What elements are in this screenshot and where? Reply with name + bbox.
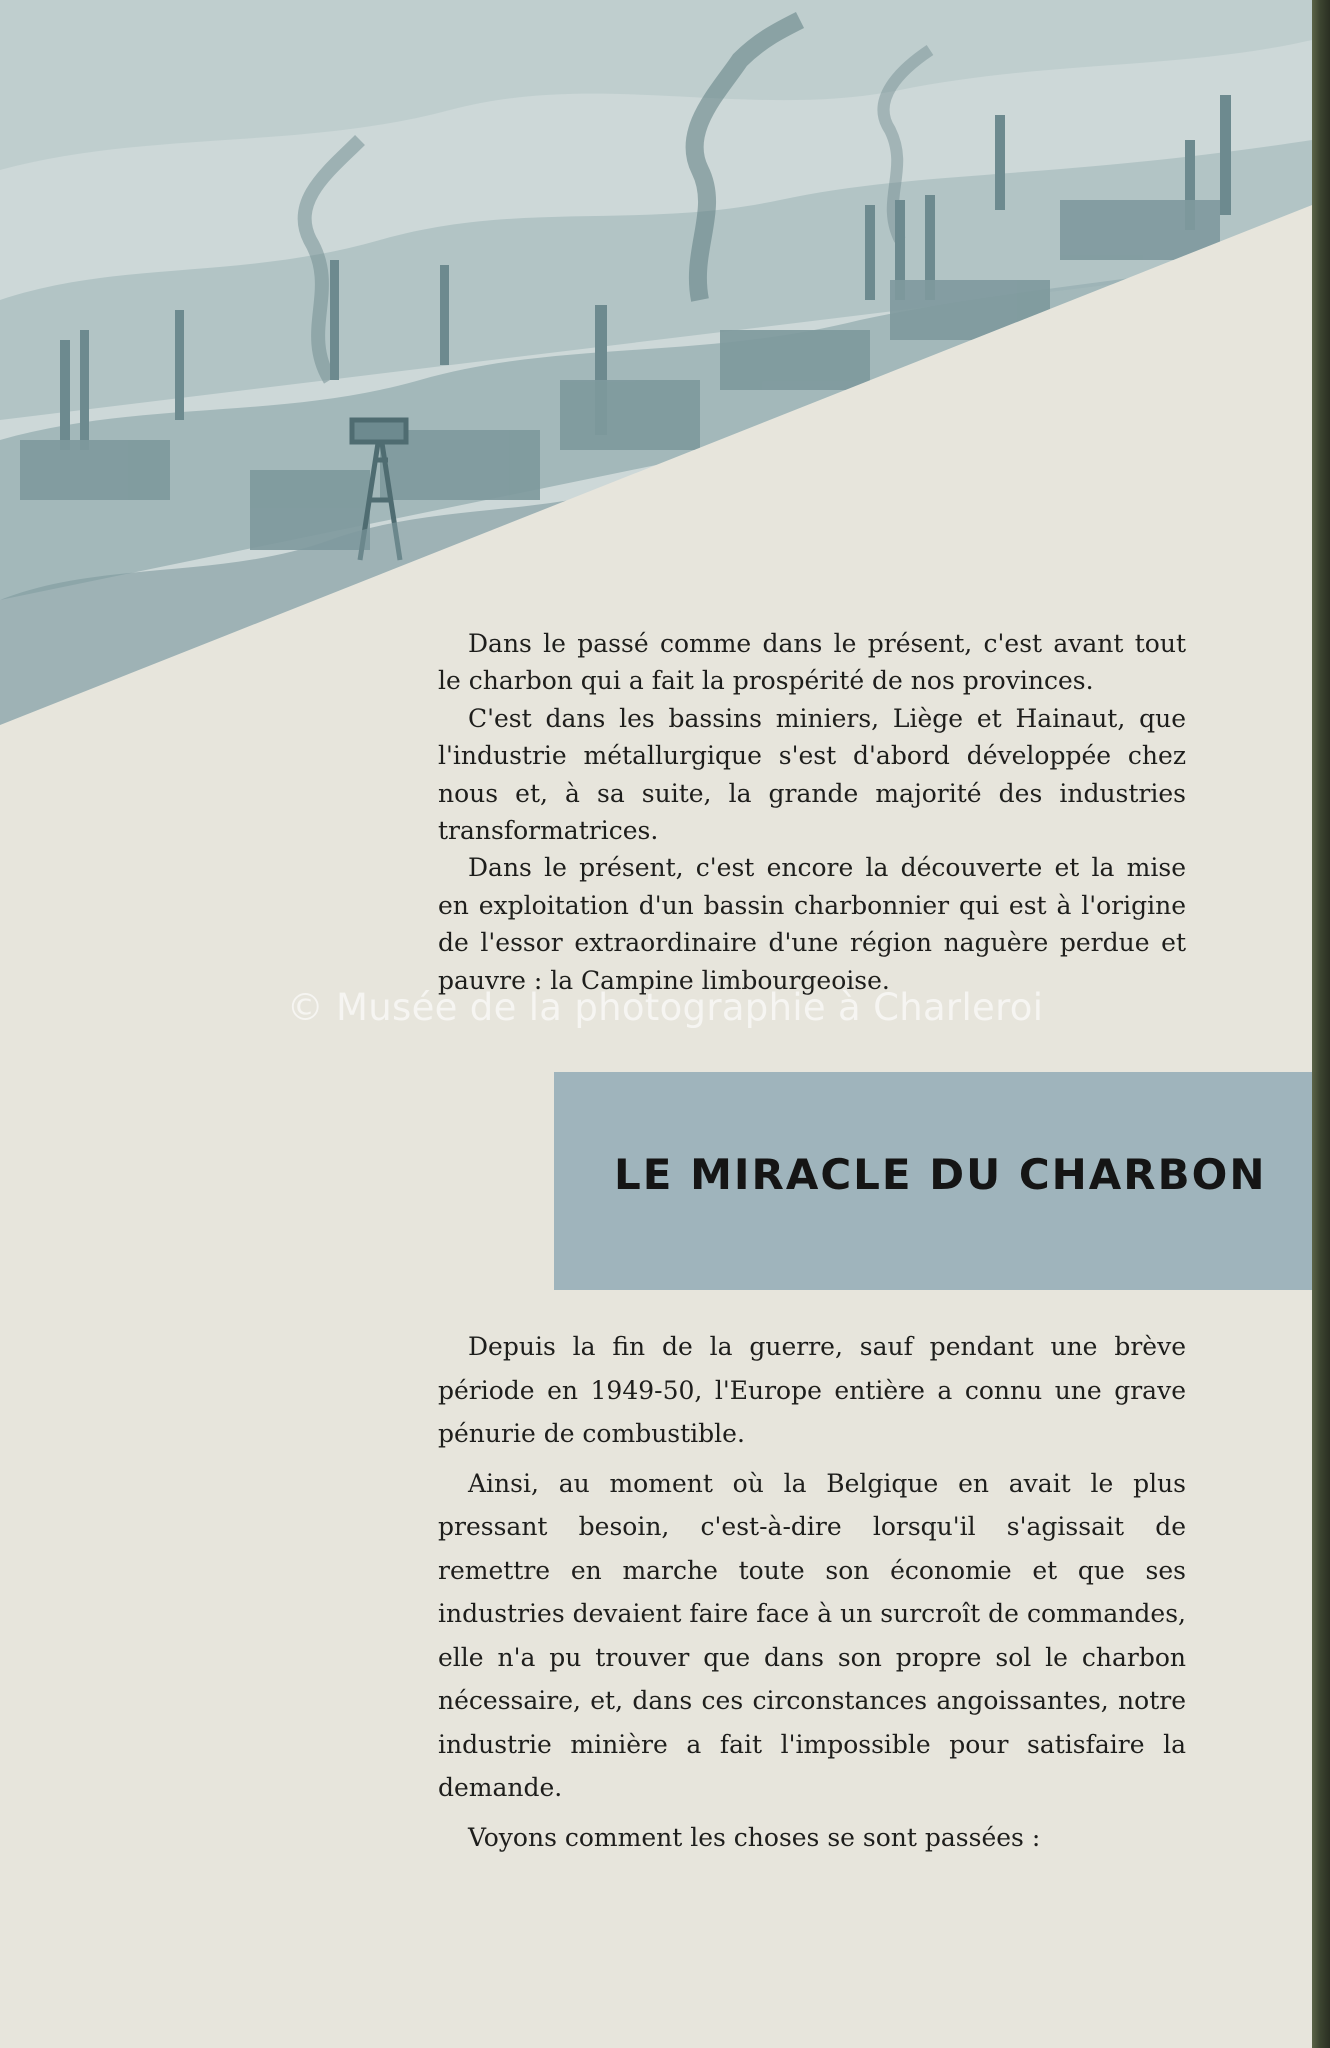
- body-text: [438, 1325, 1186, 1859]
- binding-edge: [1312, 0, 1330, 2048]
- body-paragraph: Ainsi, au moment où la Belgique en avait le plus pressant besoin, c'est-à-dire lorsqu'il s'agissait de remettre en marche toute son économie et que ses industries devaient faire face à un surcroît de commandes, elle n'a pu trouver que dans son propre sol le charbon nécessaire, et, dans ces circonstances angoissantes, notre industrie minière a fait l'impossible pour satisfaire la demande.: [438, 1468, 1186, 1802]
- section-title-band: [554, 1072, 1312, 1290]
- body-paragraph: Depuis la fin de la guerre, sauf pendant une brève période en 1949-50, l'Europe entière a connu une grave pénurie de combustible.: [438, 1332, 1186, 1448]
- intro-text: [438, 625, 1186, 999]
- body-paragraph: Voyons comment les choses se sont passées :: [468, 1822, 1041, 1852]
- intro-paragraph: C'est dans les bassins miniers, Liège et Hainaut, que l'industrie métallurgique s'est d'abord développée chez nous et, à sa suite, la grande majorité des industries transformatrices.: [438, 703, 1186, 846]
- intro-paragraph: Dans le présent, c'est encore la découverte et la mise en exploitation d'un bassin charbonnier qui est à l'origine de l'essor extraordinaire d'une région naguère perdue et pauvre : la Campine limbourgeoise.: [438, 853, 1186, 995]
- copyright-watermark: © Musée de la photographie à Charleroi: [286, 986, 1044, 1029]
- intro-paragraph: Dans le passé comme dans le présent, c'est avant tout le charbon qui a fait la prospérité de nos provinces.: [438, 629, 1186, 696]
- section-title: LE MIRACLE DU CHARBON: [614, 1150, 1267, 1199]
